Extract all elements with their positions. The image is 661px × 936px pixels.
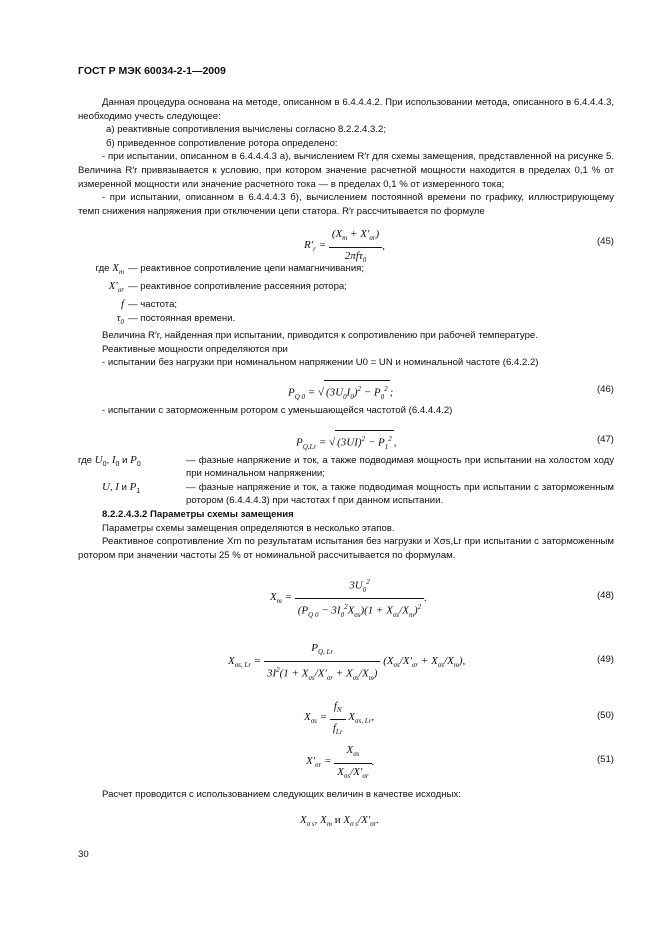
item-c2: - при испытании, описанном в 6.4.4.4.3 б), вычислением постоянной времени по графику, иллюстрирующему темп снижения напряжения при отключении цепи статора. R′r рассчитывается по формуле	[78, 192, 614, 217]
section-number: 8.2.2.4.3.2	[102, 509, 148, 521]
equation-48-number: (48)	[596, 590, 614, 602]
definition-xm: где $X_m$ — реактивное сопротивление цепи намагничивания;	[95, 262, 365, 277]
para-params: Параметры схемы замещения определяются в несколько этапов.	[102, 522, 395, 534]
para-rr-temperature: Величина R′r, найденная при испытании, приводится к сопротивлению при рабочей температуре.	[102, 330, 538, 342]
equation-45-number: (45)	[596, 236, 614, 248]
definition-f: f — частота;	[120, 297, 178, 310]
intro-paragraph: Данная процедура основана на методе, описанном в 6.4.4.4.2. При использовании метода, описанного в 6.4.4.4.3, необходимо учесть следующее:	[78, 97, 614, 122]
equation-49: $X_{\sigma s, Lr}$ = $\frac{P_{Q, Lr}}{3I^2(1 + X_{\sigma s}/X'_{\sigma r} + X_{\sigma s}/X_m)}$ $(X_{\sigma s}/X'_{\sigma r} + X_{\sigma s}/X_m)$, (49)	[228, 642, 614, 682]
document-header: ГОСТ Р МЭК 60034-2-1—2009	[78, 65, 226, 77]
equation-51: $X'_{\sigma r}$ = $\frac{X_{\sigma s}}{X_{\sigma s}/X'_{\sigma r}}$ . (51)	[306, 744, 614, 780]
equation-46-number: (46)	[596, 384, 614, 396]
definition-tau: $\tau_0$ — постоянная времени.	[116, 311, 236, 326]
definitions-list	[78, 262, 614, 329]
document-body	[78, 96, 614, 834]
section-title: Параметры схемы замещения	[150, 509, 294, 521]
para-reactive-power: Реактивные мощности определяются при	[102, 343, 288, 355]
equation-45: $R'_r$ = $\frac{(X_m + X'_{\sigma r})}{2\pi f\tau_0}$ , (45)	[304, 228, 614, 264]
equation-50-number: (50)	[596, 710, 614, 722]
para-calculation: Расчет проводится с использованием следующих величин в качестве исходных:	[102, 789, 461, 801]
item-locked-rotor: - испытании с заторможенным ротором с уменьшающейся частотой (6.4.4.4.2)	[102, 405, 453, 417]
equation-47: $P_{Q,Lr}$ = √ $(3UI)^2 - P_1^2$ , (47)	[78, 422, 614, 454]
equation-49-number: (49)	[596, 654, 614, 666]
page-number: 30	[78, 849, 89, 860]
para-reactance: Реактивное сопротивление Xm по результатам испытания без нагрузки и Xσs,Lr при испытании с заторможенным ротором при значении частоты 25 % от номинальной рассчитывается по формулам.	[78, 536, 614, 561]
item-b: б) приведенное сопротивление ротора определено:	[106, 137, 338, 149]
section-heading	[78, 508, 614, 522]
item-a: а) реактивные сопротивления вычислены согласно 8.2.2.4.3.2;	[106, 124, 387, 136]
equation-51-number: (51)	[596, 754, 614, 766]
definition-no-load-values: где $U_0$, $I_0$ и $P_0$ — фазные напряжение и ток, а также подводимая мощность при испытании на холостом ходу при номинальном напряжении;	[78, 453, 614, 480]
equation-50: $X_{\sigma s}$ = $\frac{f_N}{f_{Lr}}$ $X_{\sigma s, Lr}$, (50)	[304, 700, 614, 736]
item-no-load: - испытании без нагрузки при номинальном напряжении U0 = UN и номинальной частоте (6.4.2.2)	[102, 357, 539, 369]
item-c1: - при испытании, описанном в 6.4.4.4.3 а), вычислением R′r для схемы замещения, представленной на рисунке 5. Величина R′r привязывается к условию, при котором значение расчетной мощности находится в пределах 0,1 % от измеренной мощности или значение расчетного тока — в пределах 0,1 % от измеренного тока;	[78, 151, 614, 190]
definition-locked-rotor-values: U, I и $P_1$ — фазные напряжение и ток, а также подводимая мощность при испытании с заторможенным ротором (6.4.4.4.3) при частотах f при данном испытании.	[102, 480, 614, 507]
equation-47-number: (47)	[596, 433, 614, 445]
equation-46: $P_{Q 0}$ = √ $(3U_0I_0)^2 - P_0^2$ ; (46)	[78, 374, 614, 404]
definition-xsr: $X'_{\sigma r}$ — реактивное сопротивление рассеяния ротора;	[108, 280, 347, 295]
equation-48: $X_m$ = $\frac{3U_0^2}{(P_{Q 0} - 3I_0^2X_{\sigma s})(1 + X_{\sigma s}/X_m)^2}$ . (48)	[78, 568, 614, 626]
equation-inputs: $X_{\sigma s}$, $X_m$ и $X_{\sigma s}/X'_{\sigma r}$.	[300, 814, 380, 829]
